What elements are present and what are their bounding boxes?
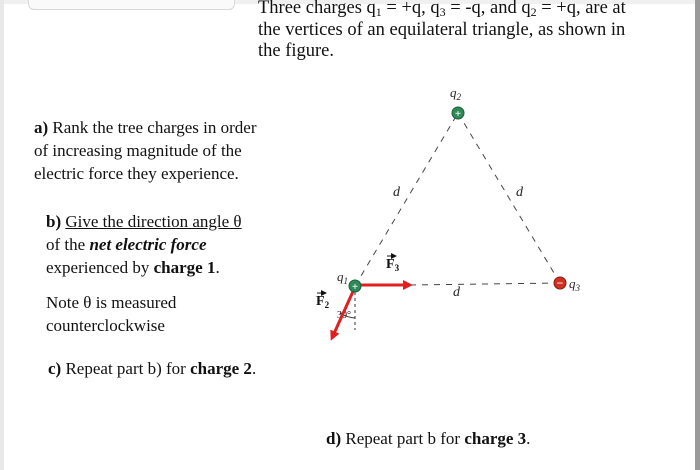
side-label-left: d <box>393 185 400 200</box>
force-f2-label: $F_2$ <box>316 294 330 310</box>
force-f2-arrow <box>332 287 355 338</box>
intro-text: = +q, are at <box>536 0 626 18</box>
part-c-text: Repeat part b) for <box>61 359 191 378</box>
angle-label: 30° <box>337 310 351 321</box>
q3-minus-sign: − <box>556 276 564 290</box>
q2-label: $q_2$ <box>450 85 461 102</box>
side-q1-q3 <box>410 283 560 285</box>
force-f3-label: $F_3$ <box>386 257 400 273</box>
q1-label: $q_1$ <box>337 269 348 286</box>
part-a-text: Rank the tree charges in order <box>48 118 257 137</box>
side-label-bottom: d <box>453 285 460 300</box>
side-label-right: d <box>516 185 523 200</box>
part-a-line-3: electric force they experience. <box>34 164 239 183</box>
part-b-text: experienced by <box>46 258 154 277</box>
part-d-text: Repeat part b for <box>341 429 465 448</box>
subscript: 1 <box>375 5 382 19</box>
q3-label: $q_3$ <box>569 276 580 293</box>
intro-text: Three charges q <box>258 0 376 18</box>
part-c-bold: charge 2 <box>190 359 252 378</box>
part-b-note-2: counterclockwise <box>46 316 165 335</box>
q1-plus-sign: + <box>351 281 359 293</box>
part-b-text: . <box>215 258 220 277</box>
part-b-bold: charge 1 <box>153 258 216 277</box>
subscript: 3 <box>439 5 446 19</box>
side-q1-q2 <box>355 113 458 286</box>
side-q2-q3 <box>458 113 560 283</box>
part-b-note-1: Note θ is measured <box>46 293 177 312</box>
part-d-label: d) <box>326 429 342 448</box>
q2-plus-sign: + <box>454 108 462 120</box>
intro-text: = +q, q <box>381 0 440 18</box>
part-b-text: of the <box>46 235 90 254</box>
intro-line-3: the figure. <box>258 41 335 61</box>
part-d-bold: charge 3 <box>464 429 527 448</box>
part-b-label: b) <box>46 212 62 231</box>
intro-line-2: the vertices of an equilateral triangle, as shown in <box>258 20 626 40</box>
part-b-emphasis: net electric force <box>89 235 207 254</box>
part-b-underlined: Give the direction angle θ <box>65 212 242 231</box>
part-d-text: . <box>526 429 531 448</box>
subscript: 2 <box>530 5 537 19</box>
part-a-line-2: of increasing magnitude of the <box>34 141 242 160</box>
part-c-text: . <box>251 359 257 378</box>
part-a-label: a) <box>34 118 49 137</box>
intro-text: = -q, and q <box>445 0 531 18</box>
part-c-label: c) <box>48 359 62 378</box>
